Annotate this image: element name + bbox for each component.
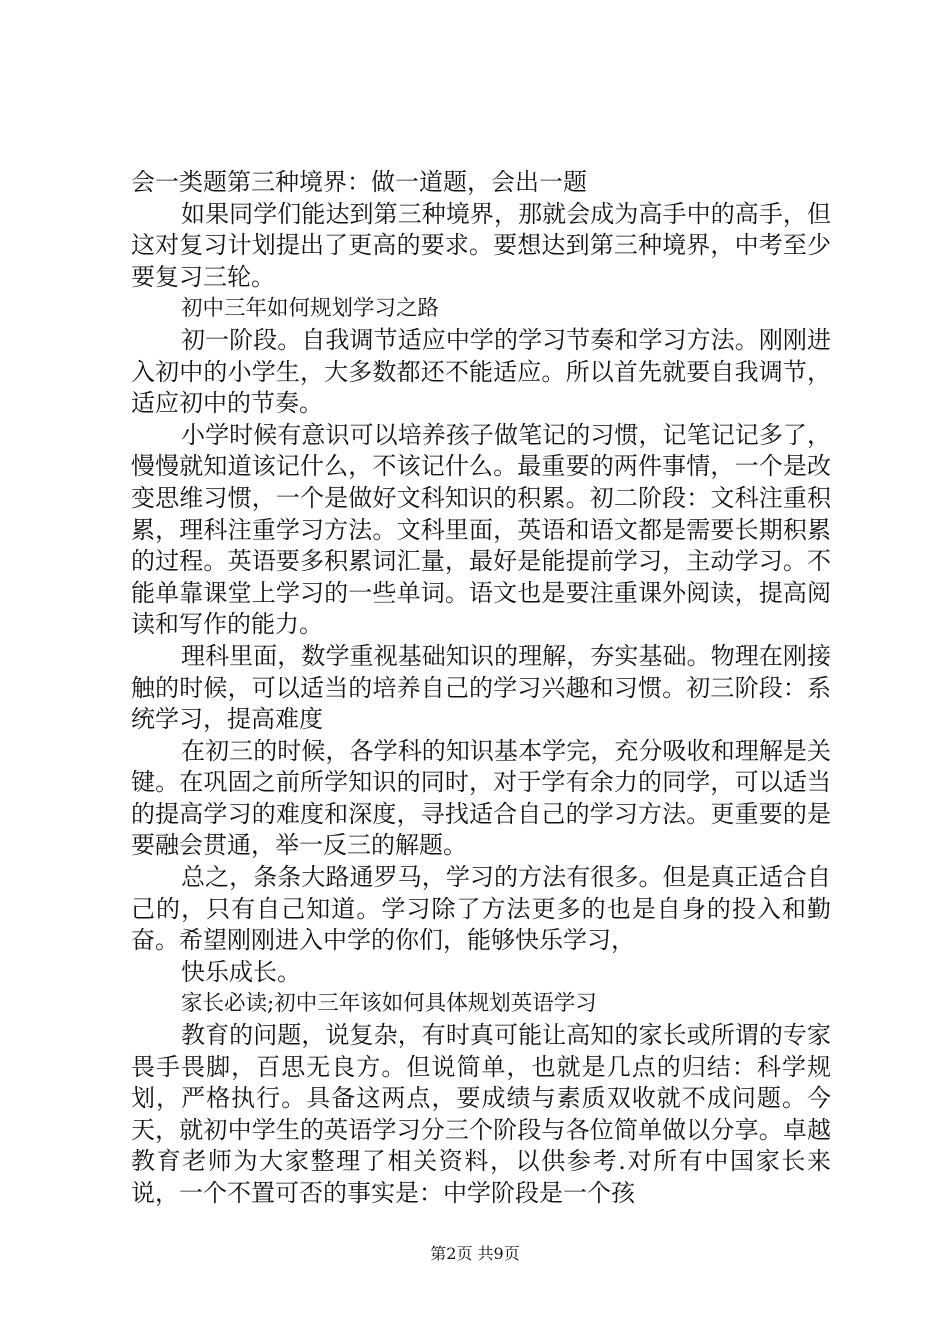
paragraph: 在初三的时候，各学科的知识基本学完，充分吸收和理解是关键。在巩固之前所学知识的同时，对于学有余力的同学，可以适当的提高学习的难度和深度，寻找适合自己的学习方法。更重要的是要融会贯通，举一反三的解题。 (131, 736, 831, 860)
paragraph: 初一阶段。自我调节适应中学的学习节奏和学习方法。刚刚进入初中的小学生，大多数都还不能适应。所以首先就要自我调节，适应初中的节奏。 (131, 325, 831, 418)
section-heading: 初中三年如何规划学习之路 (181, 296, 440, 322)
paragraph: 理科里面，数学重视基础知识的理解，夯实基础。物理在刚接触的时候，可以适当的培养自己的学习兴趣和习惯。初三阶段：系统学习，提高难度 (131, 641, 831, 734)
paragraph: 总之，条条大路通罗马，学习的方法有很多。但是真正适合自己的，只有自己知道。学习除了方法更多的也是自身的投入和勤奋。希望刚刚进入中学的你们，能够快乐学习， (131, 863, 831, 955)
page-number-footer: 第2页 共9页 (430, 1244, 520, 1263)
paragraph: 小学时候有意识可以培养孩子做笔记的习惯，记笔记记多了，慢慢就知道该记什么，不该记什么。最重要的两件事情，一个是改变思维习惯，一个是做好文科知识的积累。初二阶段：文科注重积累，理科注重学习方法。文科里面，英语和语文都是需要长期积累的过程。英语要多积累词汇量，最好是能提前学习，主动学习。不能单靠课堂上学习的一些单词。语文也是要注重课外阅读，提高阅读和写作的能力。 (131, 420, 831, 639)
document-body (131, 167, 831, 1210)
paragraph: 快乐成长。 (181, 957, 301, 986)
paragraph: 如果同学们能达到第三种境界，那就会成为高手中的高手，但这对复习计划提出了更高的要求。要想达到第三种境界，中考至少要复习三轮。 (131, 199, 831, 291)
section-heading: 家长必读;初中三年该如何具体规划英语学习 (181, 991, 597, 1017)
paragraph: 教育的问题，说复杂，有时真可能让高知的家长或所谓的专家畏手畏脚，百思无良方。但说简单，也就是几点的归结：科学规划，严格执行。具备这两点，要成绩与素质双收就不成问题。今天，就初中学生的英语学习分三个阶段与各位简单做以分享。卓越教育老师为大家整理了相关资料，以供参考.对所有中国家长来说，一个不置可否的事实是：中学阶段是一个孩 (131, 1021, 831, 1207)
paragraph: 会一类题第三种境界：做一道题，会出一题 (131, 168, 587, 196)
